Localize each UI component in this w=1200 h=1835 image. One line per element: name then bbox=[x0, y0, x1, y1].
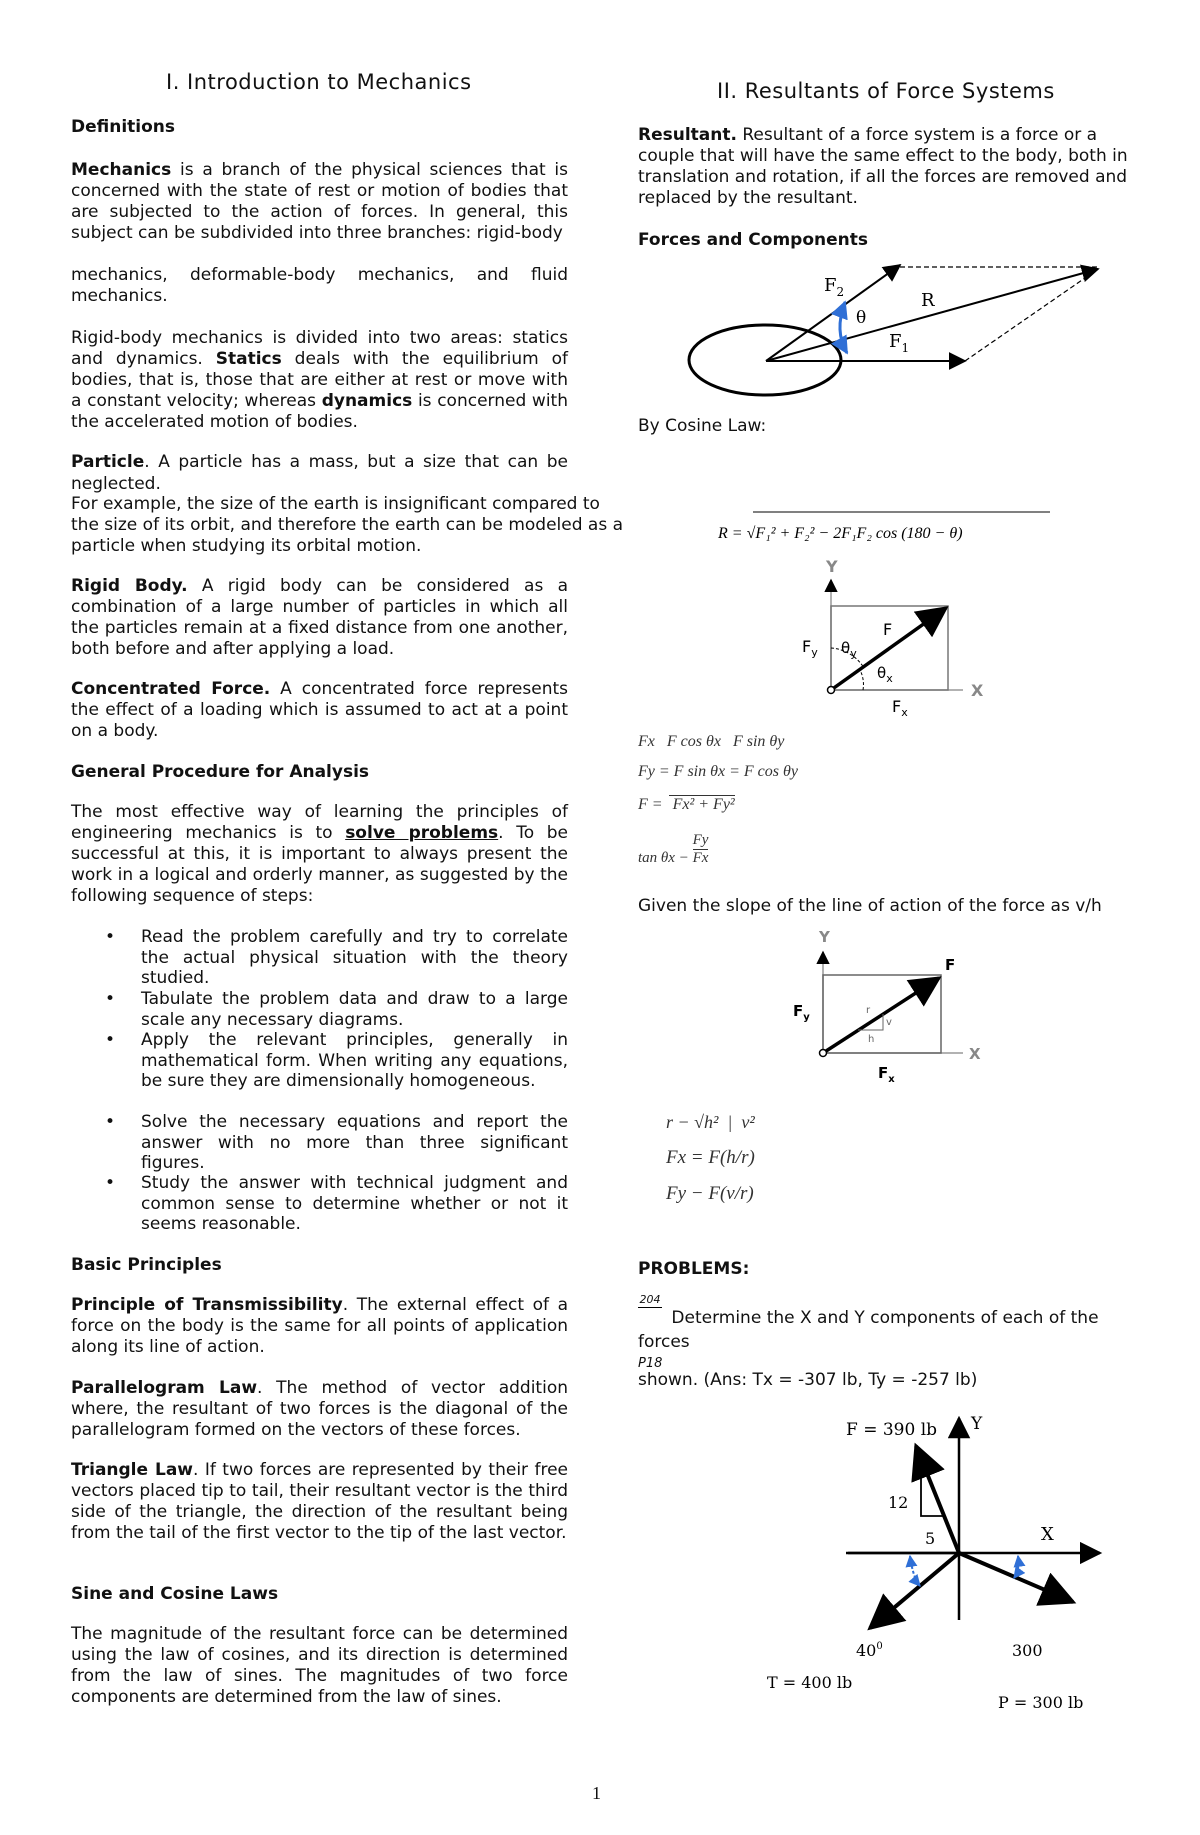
rigid-body-mechanics-paragraph bbox=[71, 328, 568, 433]
r-label: R bbox=[921, 290, 935, 311]
parallelogram-text: . The method of vector addition where, the resultant of two forces is the diagonal of the parallelogram formed on the vectors of these forces. bbox=[71, 1378, 568, 1440]
resultant-paragraph bbox=[638, 125, 1138, 209]
concentrated-force-term: Concentrated Force. bbox=[71, 679, 271, 699]
angle-40-arc bbox=[910, 1556, 920, 1586]
fig2-fx-label: $F_x$ bbox=[892, 697, 908, 719]
mechanics-paragraph-cont: mechanics, deformable-body mechanics, and fluid mechanics. bbox=[71, 265, 568, 306]
fig4-p-label: P = 300 lb bbox=[998, 1693, 1084, 1712]
cosine-law-formula bbox=[718, 495, 1058, 545]
concentrated-force-text: A concentrated force represents the effect of a loading which is assumed to act at a point on a body. bbox=[71, 679, 568, 741]
statics-term: Statics bbox=[215, 349, 282, 369]
origin-point bbox=[828, 687, 835, 694]
problem-figure bbox=[698, 1410, 1118, 1710]
resultant-text: Resultant of a force system is a force or a couple that will have the same effect to the body, both in translation and rotation, if all the forces are removed and replaced by the resultant. bbox=[638, 125, 1128, 208]
rigid-text-2: deals with the equilibrium of bodies, that is, those that are either at rest or move with a constant velocity; whereas bbox=[71, 349, 568, 411]
force-p-300-arrow bbox=[959, 1553, 1073, 1602]
step-item-3: • Apply the relevant principles, generally in mathematical form. When writing any equations, be sure they are dimensionally homogeneous. bbox=[141, 1030, 568, 1092]
fig3-fx-label: $F_x$ bbox=[878, 1064, 895, 1085]
cosine-law-label: By Cosine Law: bbox=[638, 416, 767, 436]
fig4-300-label: 300 bbox=[1012, 1641, 1043, 1660]
fig3-h-label: h bbox=[868, 1034, 875, 1045]
eq4-denominator: Fx bbox=[692, 850, 709, 866]
rigid-body-paragraph bbox=[71, 576, 568, 660]
eq4-prefix: tan θx − bbox=[638, 850, 693, 866]
fig2-thy-label: $\theta_y$ bbox=[841, 639, 857, 660]
fig3-v-label: v bbox=[886, 1017, 892, 1028]
transmissibility-paragraph bbox=[71, 1295, 568, 1358]
angle-30-arc bbox=[1014, 1556, 1019, 1578]
rigid-text-1: Rigid-body mechanics is divided into two areas: statics and dynamics. bbox=[71, 328, 568, 369]
basic-principles-heading: Basic Principles bbox=[71, 1255, 222, 1275]
triangle-text: . If two forces are represented by their free vectors placed tip to tail, their resultant vector is the third side of the triangle, the direction of the resultant being from the tail of the first vector to the tip of the last vector. bbox=[71, 1460, 569, 1543]
fig2-y-label: Y bbox=[826, 557, 838, 576]
eq-f-magnitude bbox=[638, 796, 735, 814]
triangle-paragraph bbox=[71, 1460, 568, 1544]
procedure-text-2: . To be successful at this, it is important to always present the work in a logical and orderly manner, as suggested by the following sequence of steps: bbox=[71, 823, 568, 906]
problem-text-line1 bbox=[638, 1306, 1128, 1354]
f1-label: $F_1$ bbox=[889, 331, 910, 355]
step-item-4: • Solve the necessary equations and report the answer with no more than three significant figures. bbox=[141, 1112, 568, 1174]
dashed-right bbox=[965, 269, 1098, 361]
fig2-x-label: X bbox=[971, 681, 984, 700]
slope-figure bbox=[778, 928, 981, 1085]
fig3-r-label: r bbox=[866, 1005, 871, 1016]
eq-fy: Fy = F sin θx = F cos θy bbox=[638, 763, 798, 780]
slope-text: Given the slope of the line of action of the force as v/h bbox=[638, 896, 1102, 916]
resultant-term: Resultant. bbox=[638, 125, 737, 145]
cosine-formula-text: R = √F₁² + F₂² − 2F₁F₂ cos (180 − θ) bbox=[718, 525, 963, 542]
transmissibility-term: Principle of Transmissibility bbox=[71, 1295, 343, 1315]
fig4-f-label: F = 390 lb bbox=[846, 1420, 938, 1440]
rigid-body-text: A rigid body can be considered as a combination of a large number of particles in which all the particles remain at a fixed distance from one another, both before and after applying a load. bbox=[71, 576, 568, 659]
theta-label: θ bbox=[856, 308, 867, 328]
problem-text-line2: shown. (Ans: Tx = -307 lb, Ty = -257 lb) bbox=[638, 1370, 978, 1390]
fig4-y-label: Y bbox=[971, 1414, 983, 1434]
fig4-t-label: T = 400 lb bbox=[767, 1673, 853, 1692]
section-title-intro: I. Introduction to Mechanics bbox=[166, 70, 472, 94]
fig3-x-label: X bbox=[969, 1045, 981, 1063]
particle-paragraph bbox=[71, 451, 568, 495]
eq4-numerator: Fy bbox=[692, 832, 709, 848]
fig2-thx-label: $\theta_x$ bbox=[877, 664, 893, 685]
definitions-heading: Definitions bbox=[71, 117, 176, 137]
parallelogram-paragraph bbox=[71, 1378, 568, 1441]
fig3-fy-label: $F_y$ bbox=[793, 1002, 810, 1023]
section-title-resultants: II. Resultants of Force Systems bbox=[717, 79, 1055, 103]
eq-r: r − √h² | v² bbox=[666, 1112, 755, 1132]
transmissibility-text: . The external effect of a force on the body is the same for all points of application along its line of action. bbox=[71, 1295, 569, 1357]
eq3-prefix: F = bbox=[638, 796, 667, 813]
eq-fx-slope: Fx = F(h/r) bbox=[666, 1147, 755, 1168]
problem-code: P18 bbox=[638, 1356, 663, 1371]
dynamics-term: dynamics bbox=[321, 391, 413, 411]
fig4-x-label: X bbox=[1041, 1524, 1054, 1545]
fig2-f-label: F bbox=[883, 620, 893, 639]
eq-fx: Fx F cos θx F sin θy bbox=[638, 733, 785, 750]
step-item-5: • Study the answer with technical judgment and common sense to determine whether or not it seems reasonable. bbox=[141, 1173, 568, 1235]
eq3-radicand: Fx² + Fy² bbox=[669, 795, 735, 813]
fig3-origin bbox=[820, 1050, 827, 1057]
procedure-heading: General Procedure for Analysis bbox=[71, 762, 370, 782]
mechanics-text: is a branch of the physical sciences that is concerned with the state of rest or motion of bodies that are subjected to the action of forces. In general, this subject can be subdivided into three branches: rigid-body bbox=[71, 160, 568, 243]
problems-heading: PROBLEMS: bbox=[638, 1259, 750, 1279]
triangle-term: Triangle Law bbox=[71, 1460, 194, 1480]
eq-tan bbox=[638, 832, 708, 867]
parallelogram-term: Parallelogram Law bbox=[71, 1378, 258, 1398]
procedure-text-1: The most effective way of learning the principles of engineering mechanics is to bbox=[71, 802, 568, 843]
parallelogram-figure bbox=[638, 255, 1138, 405]
step-item-1: • Read the problem carefully and try to correlate the actual physical situation with the theory studied. bbox=[141, 927, 568, 989]
sine-cosine-paragraph: The magnitude of the resultant force can be determined using the law of cosines, and its direction is determined from the law of sines. The magnitudes of two force components are determined from the law of sines. bbox=[71, 1624, 568, 1707]
mechanics-term: Mechanics bbox=[71, 160, 172, 180]
problem-text-1: Determine the X and Y components of each of the forces bbox=[638, 1308, 1099, 1352]
f2-label: $F_2$ bbox=[824, 275, 845, 299]
concentrated-force-paragraph bbox=[71, 679, 568, 742]
mechanics-paragraph bbox=[71, 160, 568, 244]
page-number: 1 bbox=[592, 1783, 601, 1803]
theta-x-arc bbox=[860, 670, 863, 690]
components-figure bbox=[778, 557, 984, 720]
fig3-y-label: Y bbox=[819, 928, 830, 946]
rigid-body-term: Rigid Body. bbox=[71, 576, 188, 596]
resultant-arrow bbox=[766, 269, 1098, 361]
step-item-2: • Tabulate the problem data and draw to a large scale any necessary diagrams. bbox=[141, 989, 568, 1030]
rigid-text-3: is concerned with the accelerated motion of bodies. bbox=[71, 391, 568, 432]
problem-number: 204 bbox=[639, 1293, 661, 1306]
fig4-12-label: 12 bbox=[888, 1493, 909, 1512]
fig3-f-label: F bbox=[945, 956, 956, 974]
example-paragraph: For example, the size of the earth is insignificant compared to the size of its orbit, and therefore the earth can be modeled as a particle when studying its orbital motion. bbox=[71, 494, 624, 556]
procedure-paragraph bbox=[71, 802, 568, 907]
forces-components-heading: Forces and Components bbox=[638, 230, 868, 250]
fig4-5-label: 5 bbox=[925, 1529, 936, 1548]
sine-cosine-heading: Sine and Cosine Laws bbox=[71, 1584, 279, 1604]
fig2-fy-label: $F_y$ bbox=[802, 637, 818, 659]
fig4-40-label: $40^0$ bbox=[856, 1641, 883, 1660]
eq-fy-slope: Fy − F(v/r) bbox=[666, 1183, 754, 1204]
theta-arc bbox=[840, 302, 847, 353]
eq4-fraction bbox=[693, 832, 709, 867]
force-f-390-arrow bbox=[916, 1446, 959, 1553]
fig3-force-arrow bbox=[823, 978, 939, 1053]
particle-term: Particle bbox=[71, 452, 145, 472]
particle-text: . A particle has a mass, but a size that can be neglected. bbox=[71, 452, 568, 494]
force-t-400-arrow bbox=[870, 1553, 959, 1628]
solve-problems-emphasis: solve problems bbox=[345, 823, 499, 843]
